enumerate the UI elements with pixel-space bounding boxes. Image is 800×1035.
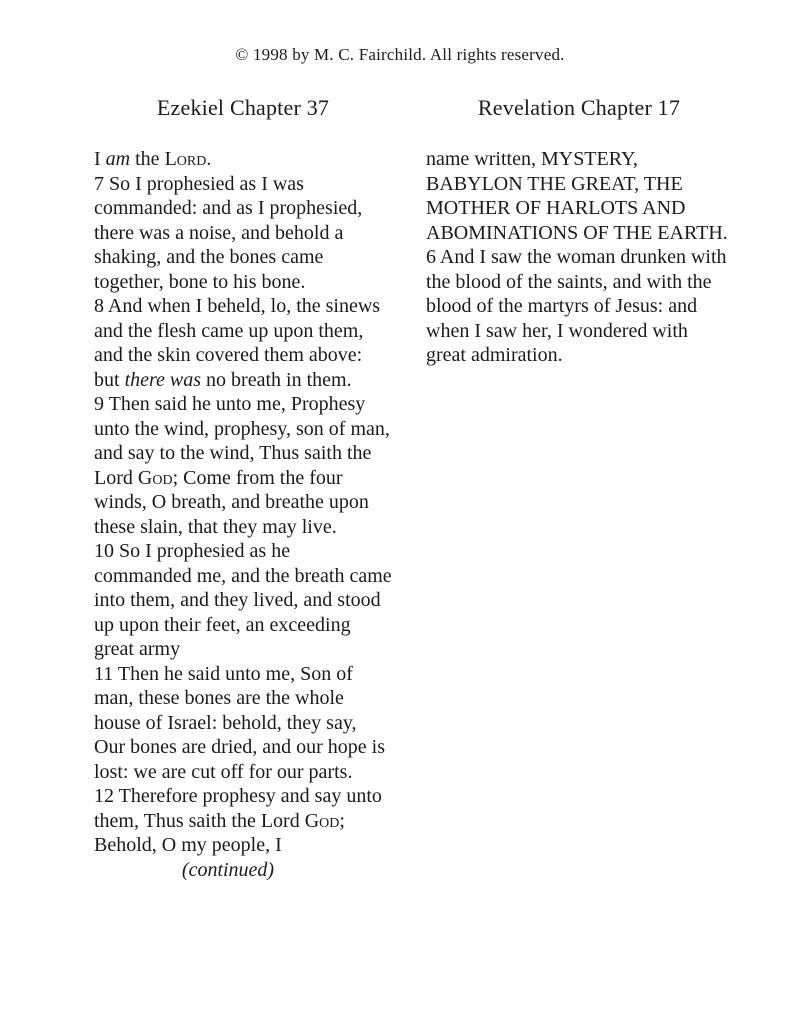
verse-paragraph: name written, MYSTERY, BABYLON THE GREAT, THE MOTHER OF HARLOTS AND ABOMINATIONS OF THE EARTH.	[426, 148, 728, 244]
verse-paragraph: 11 Then he said unto me, Son of man, these bones are the whole house of Israel: behold, they say, Our bones are dried, and our hope is lost: we are cut off for our parts.	[94, 662, 386, 783]
column-heading-ezekiel: Ezekiel Chapter 37	[156, 95, 330, 120]
column-body	[94, 147, 392, 858]
column-body	[426, 147, 732, 368]
verse-paragraph: I am the Lord.	[94, 148, 212, 170]
verse-paragraph: 12 Therefore prophesy and say unto them, Thus saith the Lord God; Behold, O my people, I	[94, 785, 382, 856]
continued-note: (continued)	[181, 858, 275, 881]
verse-paragraph: 10 So I prophesied as he commanded me, and the breath came into them, and they lived, and stood up upon their feet, an exceeding great army	[94, 540, 392, 660]
column-revelation	[426, 95, 732, 882]
verse-paragraph: 9 Then said he unto me, Prophesy unto the wind, prophesy, son of man, and say to the wind, Thus saith the Lord God; Come from the four winds, O breath, and breathe upon these slain, that they may live.	[94, 393, 390, 538]
two-column-layout	[0, 95, 800, 882]
column-ezekiel	[94, 95, 392, 882]
column-heading-revelation: Revelation Chapter 17	[477, 95, 681, 120]
copyright-line: © 1998 by M. C. Fairchild. All rights reserved.	[235, 45, 565, 64]
verse-paragraph: 8 And when I beheld, lo, the sinews and the flesh came up upon them, and the skin covered them above: but there was no breath in them.	[94, 295, 381, 391]
verse-paragraph: 6 And I saw the woman drunken with the blood of the saints, and with the blood of the martyrs of Jesus: and when I saw her, I wondered with great admiration.	[426, 246, 727, 366]
verse-paragraph: 7 So I prophesied as I was commanded: and as I prophesied, there was a noise, and behold a shaking, and the bones came together, bone to his bone.	[94, 172, 363, 293]
